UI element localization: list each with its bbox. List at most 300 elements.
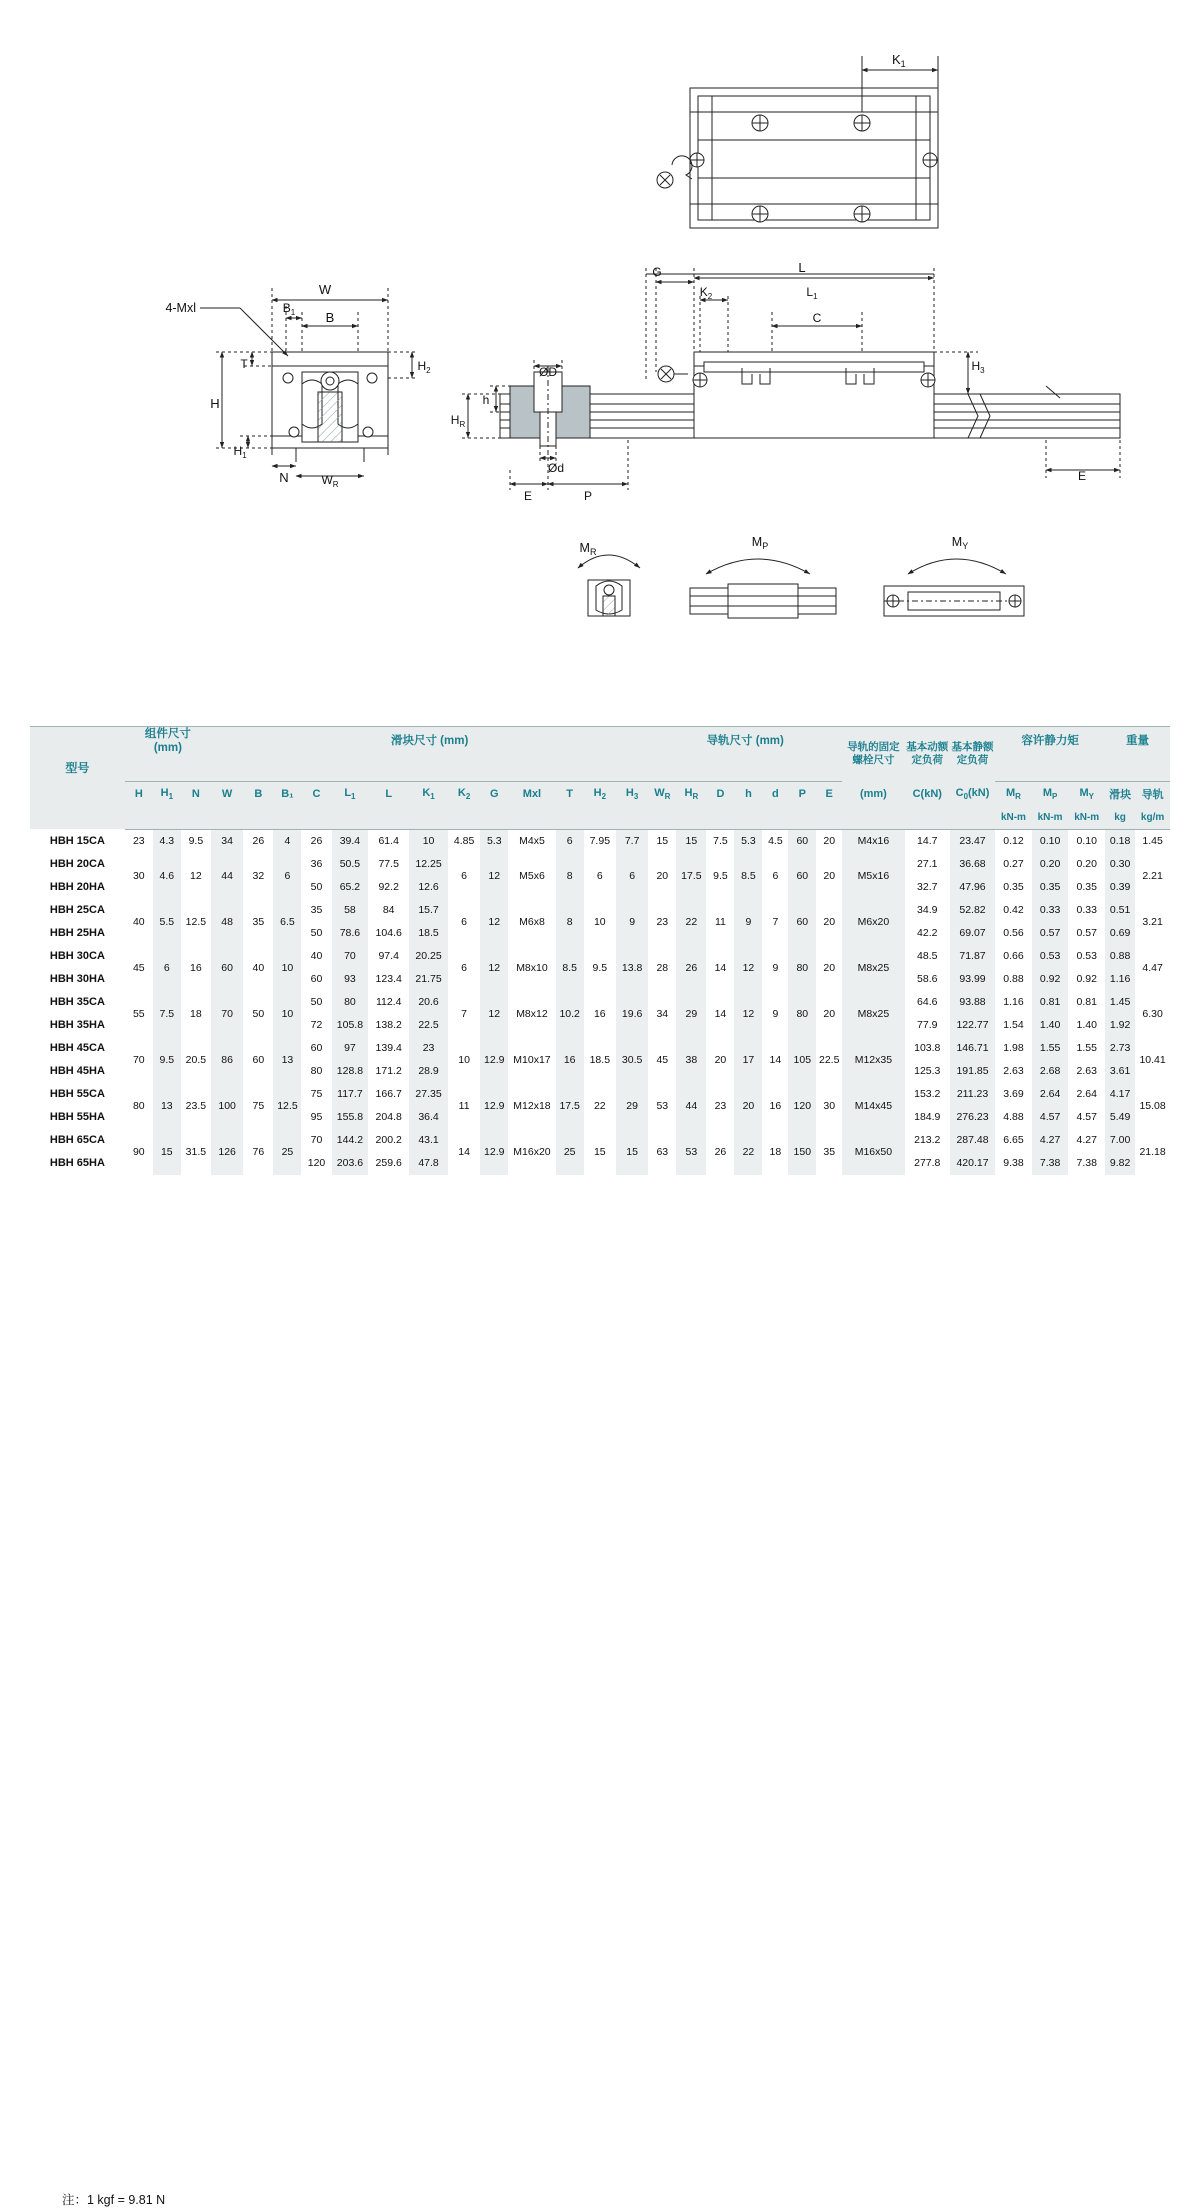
- cell-17: 22: [676, 899, 706, 945]
- cell-2: 20.5: [185, 1053, 207, 1066]
- cell-13: 17.5: [556, 1083, 584, 1129]
- cell-7: 203.6: [332, 1152, 369, 1175]
- label-e-right: E: [1077, 469, 1087, 483]
- cell-28: 4.57: [1076, 1111, 1097, 1123]
- cell-6: 60: [310, 973, 323, 985]
- cell-12: M16x20: [513, 1145, 551, 1158]
- cell-28: 0.33: [1076, 904, 1097, 916]
- cell-20: 6: [772, 869, 779, 882]
- cell-6: 70: [310, 1134, 323, 1146]
- label-b: B: [325, 310, 335, 325]
- cell-16: 20: [656, 869, 669, 882]
- cell-15: 13.8: [616, 945, 648, 991]
- cell-0: 90: [132, 1145, 145, 1158]
- cell-2: 18: [190, 1007, 202, 1020]
- header-group-dynamic: [905, 727, 950, 782]
- cell-29: 4.17: [1105, 1083, 1135, 1106]
- cell-7: 58: [332, 899, 369, 922]
- header-symbol-30: 导轨: [1141, 789, 1164, 802]
- cell-24: 14.7: [917, 835, 938, 847]
- cell-0: 30: [132, 869, 145, 882]
- cell-4: 60: [252, 1053, 265, 1066]
- cell-26: 4.88: [1003, 1111, 1024, 1123]
- cell-0: 80: [132, 1099, 145, 1112]
- cell-25: 287.48: [950, 1129, 995, 1152]
- header-symbol-16: $W_R$: [654, 787, 671, 802]
- cell-21: 80: [788, 991, 816, 1037]
- cell-26: 0.88: [1003, 973, 1024, 985]
- cell-5: 6.5: [273, 899, 301, 945]
- cell-20: 18: [769, 1145, 782, 1158]
- header-unit-13: [556, 807, 584, 829]
- cell-24: 77.9: [917, 1019, 938, 1031]
- cell-7: 144.2: [332, 1129, 369, 1152]
- header-unit-17: [676, 807, 706, 829]
- header-unit-25: [950, 807, 995, 829]
- cell-28: 0.20: [1076, 858, 1097, 870]
- cell-14: 9.5: [592, 961, 608, 974]
- cell-12: M10x17: [513, 1053, 551, 1066]
- cell-29: 9.82: [1105, 1152, 1135, 1175]
- cell-30: 2.21: [1142, 869, 1163, 882]
- model-cell: HBH 20CA: [49, 858, 105, 870]
- cell-23: M4x16: [842, 829, 904, 853]
- cell-0: 70: [132, 1053, 145, 1066]
- cell-7: 80: [332, 991, 369, 1014]
- header-unit-7: [332, 807, 369, 829]
- cell-29: 1.45: [1105, 991, 1135, 1014]
- cell-27: 0.92: [1032, 968, 1069, 991]
- cell-14: 10: [593, 915, 606, 928]
- cell-5: 13: [273, 1037, 301, 1083]
- cell-9: 27.35: [409, 1083, 448, 1106]
- model-cell: HBH 45HA: [49, 1065, 105, 1077]
- moment-icons: [578, 555, 1024, 618]
- cell-24: 103.8: [914, 1042, 941, 1054]
- cell-6: 95: [310, 1111, 323, 1123]
- cell-5: 4: [273, 829, 301, 853]
- cell-6: 50: [310, 881, 323, 893]
- cell-24: 32.7: [917, 881, 938, 893]
- cell-4: 26: [252, 835, 265, 847]
- header-spacer-block: [211, 755, 648, 781]
- model-cell: HBH 15CA: [49, 834, 105, 847]
- cell-13: 8.5: [556, 945, 584, 991]
- cell-29: 0.39: [1105, 876, 1135, 899]
- table-row: [30, 853, 1170, 876]
- cell-22: 20: [823, 961, 836, 974]
- header-unit-18: [706, 807, 734, 829]
- cell-4: 76: [252, 1145, 265, 1158]
- cell-17: 38: [676, 1037, 706, 1083]
- header-spacer-moment: [995, 755, 1105, 781]
- cell-14: 6: [596, 869, 603, 882]
- header-group-bolt: [842, 727, 904, 782]
- cell-1: 15: [153, 1129, 181, 1175]
- technical-drawing: [0, 0, 1200, 700]
- cell-8: 104.6: [375, 927, 402, 939]
- cell-13: 8: [556, 853, 584, 899]
- cell-20: 4.5: [768, 835, 783, 847]
- top-view: [657, 56, 938, 228]
- cell-21: 105: [788, 1037, 816, 1083]
- cell-29: 2.73: [1105, 1037, 1135, 1060]
- cell-25: 211.23: [950, 1083, 995, 1106]
- cell-3: 70: [211, 991, 243, 1037]
- header-symbol-6: C: [312, 788, 321, 801]
- cell-6: 36: [310, 858, 323, 870]
- cell-30: 15.08: [1139, 1099, 1166, 1112]
- cell-3: 48: [211, 899, 243, 945]
- cell-9: 20.25: [409, 945, 448, 968]
- header-unit-8: [368, 807, 409, 829]
- model-cell: HBH 35HA: [49, 1019, 105, 1031]
- cell-5: 10: [273, 991, 301, 1037]
- cell-27: 0.33: [1032, 899, 1069, 922]
- cell-2: 23.5: [185, 1099, 207, 1112]
- header-unit-20: [762, 807, 788, 829]
- cell-27: 2.64: [1032, 1083, 1069, 1106]
- cell-28: 0.10: [1076, 835, 1097, 847]
- cell-1: 9.5: [153, 1037, 181, 1083]
- cell-9: 43.1: [409, 1129, 448, 1152]
- cell-9: 12.6: [409, 876, 448, 899]
- header-unit-15: [616, 807, 648, 829]
- cell-23: M12x35: [842, 1037, 904, 1083]
- cell-19: 12: [734, 991, 762, 1037]
- header-symbol-24: C(kN): [912, 788, 942, 800]
- cell-6: 60: [310, 1042, 323, 1054]
- header-group-assembly: [125, 727, 211, 756]
- table-row: [30, 991, 1170, 1014]
- model-cell: HBH 20HA: [49, 881, 105, 893]
- cell-19: 22: [734, 1129, 762, 1175]
- header-group-weight: 重量: [1105, 727, 1170, 756]
- label-h2: $H_2$: [417, 359, 431, 375]
- cell-6: 40: [310, 950, 323, 962]
- cell-25: 93.88: [950, 991, 995, 1014]
- cell-14: 15: [593, 1145, 606, 1158]
- header-group-assembly-label: 组件尺寸: [144, 728, 191, 740]
- header-symbol-27: $M_P$: [1042, 787, 1058, 802]
- cell-17: 44: [676, 1083, 706, 1129]
- cell-5: 25: [273, 1129, 301, 1175]
- cell-27: 0.35: [1032, 876, 1069, 899]
- cell-5: 6: [273, 853, 301, 899]
- cell-25: 69.07: [950, 922, 995, 945]
- cell-26: 0.35: [1003, 881, 1024, 893]
- cell-14: 7.95: [589, 835, 611, 847]
- cell-13: 16: [556, 1037, 584, 1083]
- cell-10: 6: [461, 869, 468, 882]
- cell-6: 50: [310, 927, 323, 939]
- cell-9: 22.5: [409, 1014, 448, 1037]
- table-row: [30, 1083, 1170, 1106]
- cell-1: 13: [153, 1083, 181, 1129]
- table-note: 注：1 kgf = 9.81 N: [62, 2193, 166, 2207]
- cell-16: 45: [656, 1053, 669, 1066]
- cell-16: 15: [656, 835, 669, 847]
- cell-8: 139.4: [375, 1042, 402, 1054]
- cell-26: 0.42: [1003, 904, 1024, 916]
- cell-7: 117.7: [332, 1083, 369, 1106]
- cell-17: 17.5: [676, 853, 706, 899]
- cell-23: M6x20: [842, 899, 904, 945]
- cell-27: 4.57: [1032, 1106, 1069, 1129]
- cell-29: 1.92: [1105, 1014, 1135, 1037]
- cell-21: 60: [788, 853, 816, 899]
- header-symbol-28: $M_Y$: [1079, 787, 1094, 802]
- cell-26: 1.54: [1003, 1019, 1024, 1031]
- cell-9: 21.75: [409, 968, 448, 991]
- cell-29: 0.51: [1105, 899, 1135, 922]
- cell-2: 12: [190, 869, 202, 882]
- cell-15: 19.6: [616, 991, 648, 1037]
- label-k1: $K_1$: [892, 52, 906, 69]
- cell-0: 23: [132, 835, 145, 847]
- cell-29: 0.30: [1105, 853, 1135, 876]
- cell-24: 184.9: [914, 1111, 941, 1123]
- label-h-small: h: [482, 393, 490, 407]
- cell-26: 3.69: [1003, 1088, 1024, 1100]
- label-b1: $B_1$: [282, 301, 296, 317]
- cell-8: 171.2: [375, 1065, 402, 1077]
- cell-8: 97.4: [378, 950, 399, 962]
- header-unit-10: [448, 807, 480, 829]
- header-unit-1: [153, 807, 181, 829]
- cell-0: 40: [132, 915, 145, 928]
- label-h1: $H_1$: [233, 444, 247, 460]
- cell-27: 0.57: [1032, 922, 1069, 945]
- cell-27: 0.20: [1032, 853, 1069, 876]
- header-unit-24: [905, 807, 950, 829]
- cell-3: 126: [211, 1129, 243, 1175]
- cell-25: 276.23: [950, 1106, 995, 1129]
- header-group-block: 滑块尺寸 (mm): [211, 727, 648, 756]
- cell-6: 26: [310, 835, 323, 847]
- cell-5: 10: [273, 945, 301, 991]
- label-mr: $M_R$: [579, 541, 597, 557]
- header-group-assembly-sub: (mm): [153, 742, 182, 754]
- table-body: [30, 829, 1170, 1175]
- cell-13: 25: [556, 1129, 584, 1175]
- cell-7: 93: [332, 968, 369, 991]
- cell-6: 35: [310, 904, 323, 916]
- header-symbol-17: $H_R$: [684, 787, 699, 802]
- label-p: P: [583, 489, 593, 503]
- cell-27: 2.68: [1032, 1060, 1069, 1083]
- cell-28: 2.63: [1076, 1065, 1097, 1077]
- cell-4: 32: [252, 869, 265, 882]
- cell-1: 4.3: [153, 829, 181, 853]
- cell-8: 77.5: [378, 858, 399, 870]
- model-cell: HBH 45CA: [49, 1042, 105, 1054]
- header-group-rail: 导轨尺寸 (mm): [648, 727, 842, 756]
- cell-7: 105.8: [332, 1014, 369, 1037]
- header-symbol-3: W: [221, 788, 233, 801]
- model-cell: HBH 55HA: [49, 1111, 105, 1123]
- cell-28: 0.81: [1076, 996, 1097, 1008]
- cell-21: 80: [788, 945, 816, 991]
- cell-29: 0.69: [1105, 922, 1135, 945]
- cell-18: 20: [714, 1053, 727, 1066]
- header-spacer-rail: [648, 755, 842, 781]
- label-h3: $H_3$: [971, 359, 985, 375]
- cell-25: 191.85: [950, 1060, 995, 1083]
- cell-25: 93.99: [950, 968, 995, 991]
- cell-12: M8x12: [516, 1007, 548, 1020]
- cell-4: 40: [252, 961, 265, 974]
- cell-23: M14x45: [842, 1083, 904, 1129]
- cell-18: 7.5: [713, 835, 728, 847]
- header-unit-3: [211, 807, 243, 829]
- cell-11: 5.3: [480, 829, 508, 853]
- cell-16: 23: [656, 915, 669, 928]
- cell-23: M5x16: [842, 853, 904, 899]
- cell-19: 20: [734, 1083, 762, 1129]
- drawing-svg: [0, 0, 1200, 700]
- cell-25: 23.47: [950, 829, 995, 853]
- cell-6: 120: [307, 1157, 326, 1169]
- cell-17: 15: [676, 829, 706, 853]
- cell-13: 6: [556, 829, 584, 853]
- cell-12: M6x8: [519, 915, 545, 928]
- cell-24: 42.2: [917, 927, 938, 939]
- header-symbol-14: $H_2$: [593, 787, 607, 802]
- cell-20: 16: [769, 1099, 782, 1112]
- cell-22: 30: [823, 1099, 836, 1112]
- cell-8: 123.4: [375, 973, 402, 985]
- cell-30: 6.30: [1142, 1007, 1163, 1020]
- cell-11: 12.9: [480, 1083, 508, 1129]
- cell-26: 1.98: [1003, 1042, 1024, 1054]
- cell-6: 50: [310, 996, 323, 1008]
- cell-10: 14: [458, 1145, 470, 1158]
- cell-11: 12: [480, 945, 508, 991]
- model-cell: HBH 25HA: [49, 927, 105, 939]
- header-unit-28: kN-m: [1068, 807, 1105, 829]
- cell-16: 28: [656, 961, 669, 974]
- header-group-static-label: 基本静额定负荷: [951, 741, 994, 766]
- label-k2: $K_2$: [699, 285, 713, 301]
- header-unit-model: [30, 807, 125, 829]
- header-unit-row: [30, 807, 1170, 829]
- label-4mxl: 4-Mxl: [165, 301, 196, 315]
- label-wr: $W_R$: [321, 473, 339, 489]
- cell-24: 153.2: [914, 1088, 941, 1100]
- header-unit-6: [301, 807, 331, 829]
- cell-26: 9.38: [1003, 1157, 1024, 1169]
- cell-27: 7.38: [1032, 1152, 1069, 1175]
- cell-8: 166.7: [375, 1088, 402, 1100]
- cell-20: 14: [769, 1053, 782, 1066]
- cell-11: 12: [480, 991, 508, 1037]
- header-symbol-13: T: [566, 788, 574, 801]
- cell-15: 7.7: [616, 829, 648, 853]
- cell-26: 0.27: [1003, 858, 1024, 870]
- cell-20: 9: [772, 961, 779, 974]
- cell-1: 4.6: [153, 853, 181, 899]
- label-diameter-d-big: ØD: [539, 365, 557, 379]
- header-symbol-26: $M_R$: [1005, 787, 1021, 802]
- cell-24: 27.1: [917, 858, 938, 870]
- header-unit-16: [648, 807, 676, 829]
- cell-11: 12: [480, 853, 508, 899]
- header-symbol-21: P: [798, 788, 806, 801]
- label-mp: $M_P$: [751, 535, 769, 551]
- cell-3: 60: [211, 945, 243, 991]
- cell-15: 29: [616, 1083, 648, 1129]
- cell-22: 22.5: [819, 1053, 840, 1066]
- model-cell: HBH 30HA: [49, 973, 105, 985]
- cell-16: 34: [656, 1007, 669, 1020]
- cell-1: 7.5: [153, 991, 181, 1037]
- cell-22: 20: [823, 869, 836, 882]
- cell-17: 26: [676, 945, 706, 991]
- cell-18: 11: [714, 915, 726, 928]
- header-symbol-25: $C_0(kN)$: [955, 786, 990, 802]
- cell-9: 12.25: [409, 853, 448, 876]
- header-unit-30: kg/m: [1135, 807, 1170, 829]
- header-unit-4: [243, 807, 273, 829]
- cell-24: 277.8: [914, 1157, 941, 1169]
- cell-7: 70: [332, 945, 369, 968]
- cell-15: 6: [616, 853, 648, 899]
- cell-4: 75: [252, 1099, 265, 1112]
- header-model: 型号: [30, 727, 125, 808]
- cell-14: 22: [593, 1099, 606, 1112]
- cell-29: 5.49: [1105, 1106, 1135, 1129]
- cell-18: 26: [714, 1145, 727, 1158]
- cell-22: 20: [823, 1007, 836, 1020]
- cell-24: 213.2: [914, 1134, 941, 1146]
- cell-28: 7.38: [1076, 1157, 1097, 1169]
- cell-12: M12x18: [513, 1099, 551, 1112]
- cell-27: 1.40: [1032, 1014, 1069, 1037]
- header-group-moment: 容许静力矩: [995, 727, 1105, 756]
- cell-30: 3.21: [1142, 915, 1163, 928]
- cell-27: 0.10: [1032, 829, 1069, 853]
- cell-26: 0.66: [1003, 950, 1024, 962]
- cell-3: 86: [211, 1037, 243, 1083]
- cell-21: 150: [788, 1129, 816, 1175]
- cell-28: 2.64: [1076, 1088, 1097, 1100]
- cell-7: 50.5: [332, 853, 369, 876]
- cell-23: M8x25: [842, 945, 904, 991]
- label-c: C: [812, 311, 822, 325]
- cell-3: 34: [211, 829, 243, 853]
- cell-13: 10.2: [556, 991, 584, 1037]
- label-hr: $H_R$: [450, 413, 466, 429]
- cell-15: 9: [616, 899, 648, 945]
- header-unit-26: kN-m: [995, 807, 1032, 829]
- cell-29: 3.61: [1105, 1060, 1135, 1083]
- cell-1: 5.5: [153, 899, 181, 945]
- cell-26: 1.16: [1003, 996, 1024, 1008]
- table-head: [30, 727, 1170, 830]
- header-symbol-7: $L_1$: [344, 787, 356, 802]
- cell-9: 10: [409, 829, 448, 853]
- label-t: T: [240, 357, 248, 371]
- cell-25: 420.17: [950, 1152, 995, 1175]
- cell-19: 9: [734, 899, 762, 945]
- header-symbol-12: Mxl: [522, 788, 542, 801]
- cell-10: 10: [458, 1053, 470, 1066]
- cell-7: 97: [332, 1037, 369, 1060]
- header-symbol-8: L: [385, 788, 393, 801]
- cell-15: 30.5: [616, 1037, 648, 1083]
- cell-22: 20: [823, 915, 836, 928]
